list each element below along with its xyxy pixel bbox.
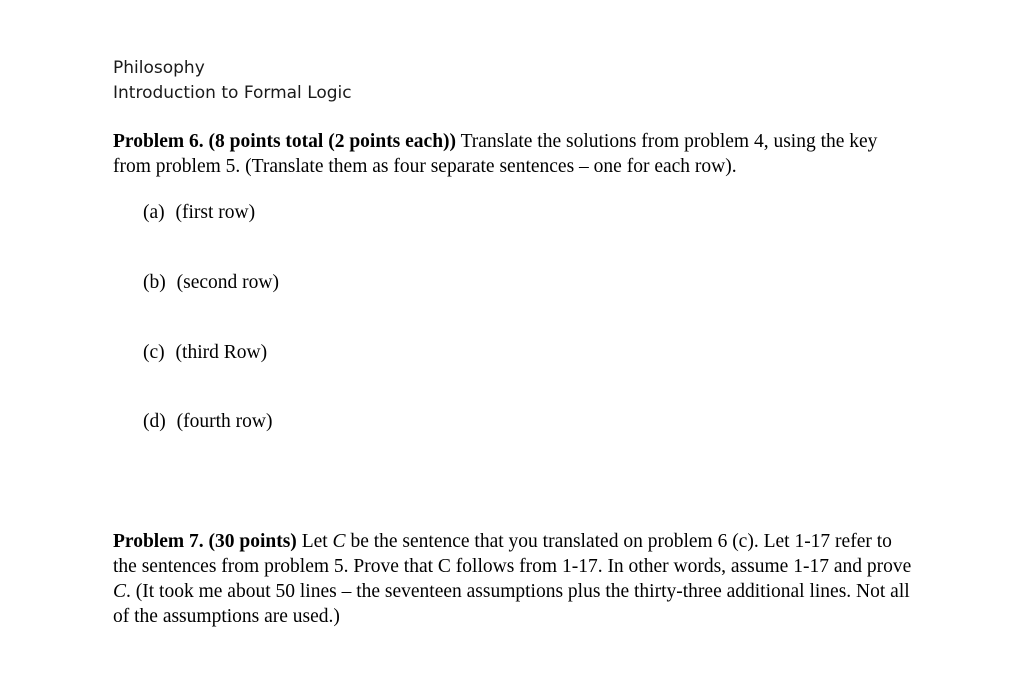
part-text: (fourth row) [176, 411, 273, 432]
problem-7 [113, 529, 913, 629]
problem-6 [113, 129, 913, 179]
problem-7-heading: Problem 7. (30 points) [113, 531, 297, 552]
problem-7-text-2: be the sentence that you translated on problem 6 (c). Let 1-17 refer to the sentences from problem 5. Prove that C follows from 1-17. In other words, assume 1-17 and prove [113, 531, 912, 577]
problem-6-text: Translate the solutions from problem 4, using the key from problem 5. (Translate them as four separate sentences – one for each row). [113, 131, 878, 177]
problem-7-text-1: Let [296, 531, 333, 552]
part-label: (d) [143, 411, 166, 432]
part-label: (a) [143, 202, 165, 223]
problem-6-heading: Problem 6. (8 points total (2 points each)) [113, 131, 457, 152]
problem-6-part-d [143, 409, 272, 434]
variable-c: C [332, 531, 346, 552]
part-text: (first row) [175, 202, 256, 223]
document-header [113, 56, 352, 106]
part-text: (second row) [176, 272, 279, 293]
problem-6-part-a [143, 200, 255, 225]
problem-6-part-b [143, 270, 279, 295]
part-label: (b) [143, 272, 166, 293]
part-text: (third Row) [175, 342, 268, 363]
course-name: Philosophy [113, 58, 205, 78]
course-subtitle: Introduction to Formal Logic [113, 83, 352, 103]
variable-c: C [113, 581, 127, 602]
problem-7-text-3: . (It took me about 50 lines – the seventeen assumptions plus the thirty-three additional lines. Not all of the assumptions are used.) [113, 581, 910, 627]
part-label: (c) [143, 342, 165, 363]
problem-6-part-c [143, 340, 267, 365]
